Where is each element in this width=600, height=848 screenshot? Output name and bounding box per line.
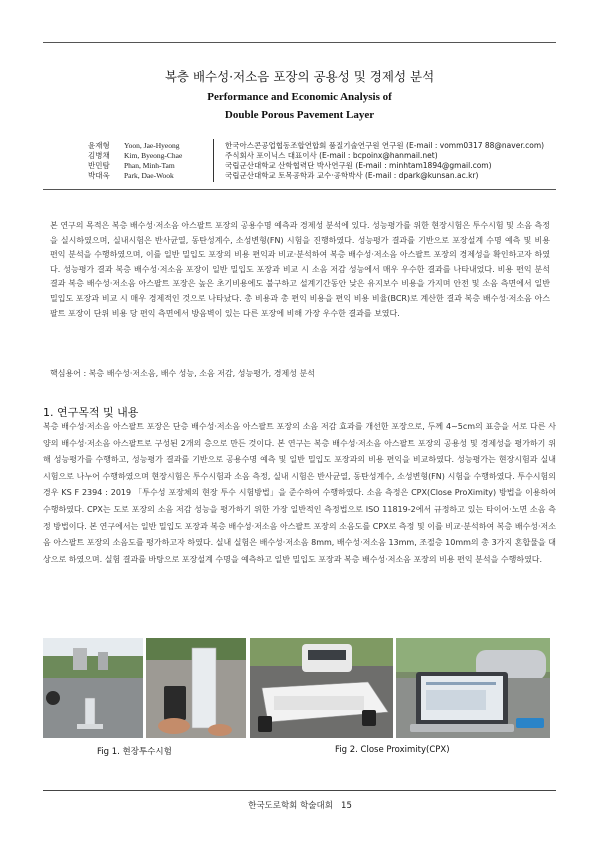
figure-1-caption: Fig 1. 현장투수시험 <box>97 747 172 757</box>
author-english-name: Park, Dae-Wook <box>124 171 174 180</box>
cpx-laptop-photo <box>396 638 550 738</box>
footer-divider <box>43 790 556 791</box>
author-korean-name: 박대욱 <box>88 171 110 180</box>
author-english-name: Kim, Byeong-Chae <box>124 151 183 160</box>
author-row <box>43 141 556 151</box>
author-affiliation: 국립군산대학교 토목공학과 교수·공학박사 (E-mail : dpark@kunsan.ac.kr) <box>225 171 479 180</box>
footer-text: 한국도로학회 학술대회 <box>248 801 333 811</box>
author-row <box>43 171 556 181</box>
field-permeability-photo-2 <box>146 638 246 738</box>
author-row <box>43 161 556 171</box>
author-korean-name: 윤재형 <box>88 141 110 150</box>
abstract: 본 연구의 목적은 복층 배수성·저소음 아스팔트 포장의 공용수명 예측과 경제성 분석에 있다. 성능평가를 위한 현장시험은 투수시험 및 소음 측정을 실시하였으며, 실내시험은 반사균열, 동탄성계수, 소성변형(FN) 시험을 진행하였다. 성능평가 결과를 기반으로 포장설계 수명 예측 및 비용 편익 분석을 수행하였으며, 이를 일반 밀입도 포장의 비용 편익과 비교·분석하여 복층 배수성·저소음 아스팔트 포장의 경제성을 확인하고자 하였다. 성능평가 결과 복층 배수성·저소음 포장이 일반 밀입도 포장과 비교 시 소음 저감 성능에서 매우 우수한 결과를 나타내었다. 비용 편익 분석 결과 복층 배수성·저소음 아스팔트 포장은 높은 초기비용에도 불구하고 설계기간동안 낮은 유지보수 비용을 가지며 안전 및 소음 측면에서 일반 밀입도 포장과 비교 시 매우 경제적인 것으로 나타났다. 총 비용과 총 편익 비용을 편익 비용 비율(BCR)로 계산한 결과 복층 배수성·저소음 아스팔트 포장이 단위 비용 당 편익 측면에서 방음벽이 있는 다른 포장에 비해 가장 우수한 결과를 보였다. <box>50 221 550 318</box>
figure-2-caption: Fig 2. Close Proximity(CPX) <box>335 745 450 755</box>
page-number: 15 <box>341 801 352 811</box>
keywords: 핵심용어 : 복층 배수성·저소음, 배수 성능, 소음 저감, 성능평가, 경제성 분석 <box>50 369 315 378</box>
author-korean-name: 김병채 <box>88 151 110 160</box>
section-body-text: 복층 배수성·저소음 아스팔트 포장은 단층 배수성·저소음 아스팔트 포장의 소음 저감 효과를 개선한 포장으로, 두께 4~5cm의 표층을 서로 다른 사양의 배수성·저소음 아스팔트로 구성된 2개의 층으로 만든 것이다. 본 연구는 복층 배수성·저소음 아스팔트 포장의 공용성 및 경제성을 평가하기 위해 성능평가를 수행하고, 성능평가 결과를 기반으로 공용수명 예측 및 일반 밀입도 포장과의 비용 편익을 비교하였다. 성능평가는 현장시험과 실내 시험으로 나누어 수행하였으며 현장시험은 투수시험과 소음 측정, 실내 시험은 반사균열, 동탄성계수, 소성변형(FN) 시험을 수행하였다. 투수시험의 경우 KS F 2394 : 2019 「투수성 포장체의 현장 투수 시험방법」을 준수하여 수행하였다. 소음 측정은 CPX(Close ProXimity) 방법을 이용하여 수행하였다. CPX는 도로 포장의 소음 저감 성능을 평가하기 위한 가장 일반적인 측정법으로 ISO 11819-2에서 규정하고 있는 타이어·노면 소음 측정 방법이다. 본 연구에서는 일반 밀입도 포장과 복층 배수성·저소음 아스팔트 포장의 소음도를 CPX로 측정 및 이를 비교·분석하여 복층 배수성·저소음 아스팔트 포장의 소음도를 평가하고자 하였다. 실내 실험은 배수성·저소음 8mm, 배수성·저소음 13mm, 조절층 10mm의 총 3가지 혼합물을 대상으로 하였으며. 실험 결과를 바탕으로 포장설계 수명을 예측하고 일반 밀입도 포장과 복층 배수성·저소음 포장의 비용 편익 분석을 수행하였다. <box>43 422 556 564</box>
author-english-name: Yoon, Jae-Hyeong <box>124 141 180 150</box>
author-row <box>43 151 556 161</box>
author-affiliation: 주식회사 포이닉스 대표이사 (E-mail : bcpoinx@hanmail.net) <box>225 151 438 160</box>
author-affiliation: 국립군산대학교 산학협력단 박사연구원 (E-mail : minhtam1894@gmail.com) <box>225 161 492 170</box>
paper-title-english-line1: Performance and Economic Analysis of <box>207 91 392 103</box>
cpx-trailer-photo <box>250 638 393 738</box>
author-english-name: Phan, Minh-Tam <box>124 161 175 170</box>
field-permeability-photo-1 <box>43 638 143 738</box>
author-affiliation: 한국아스콘공업협동조합연합회 품질기술연구원 연구원 (E-mail : vomm0317 88@naver.com) <box>225 141 545 150</box>
author-korean-name: 반민탐 <box>88 161 110 170</box>
paper-title-english-line2: Double Porous Pavement Layer <box>224 109 375 121</box>
paper-title-korean: 복층 배수성·저소음 포장의 공용성 및 경제성 분석 <box>164 69 435 84</box>
author-list <box>43 141 556 181</box>
section-heading: 1. 연구목적 및 내용 <box>43 406 139 419</box>
page-footer <box>0 799 600 811</box>
